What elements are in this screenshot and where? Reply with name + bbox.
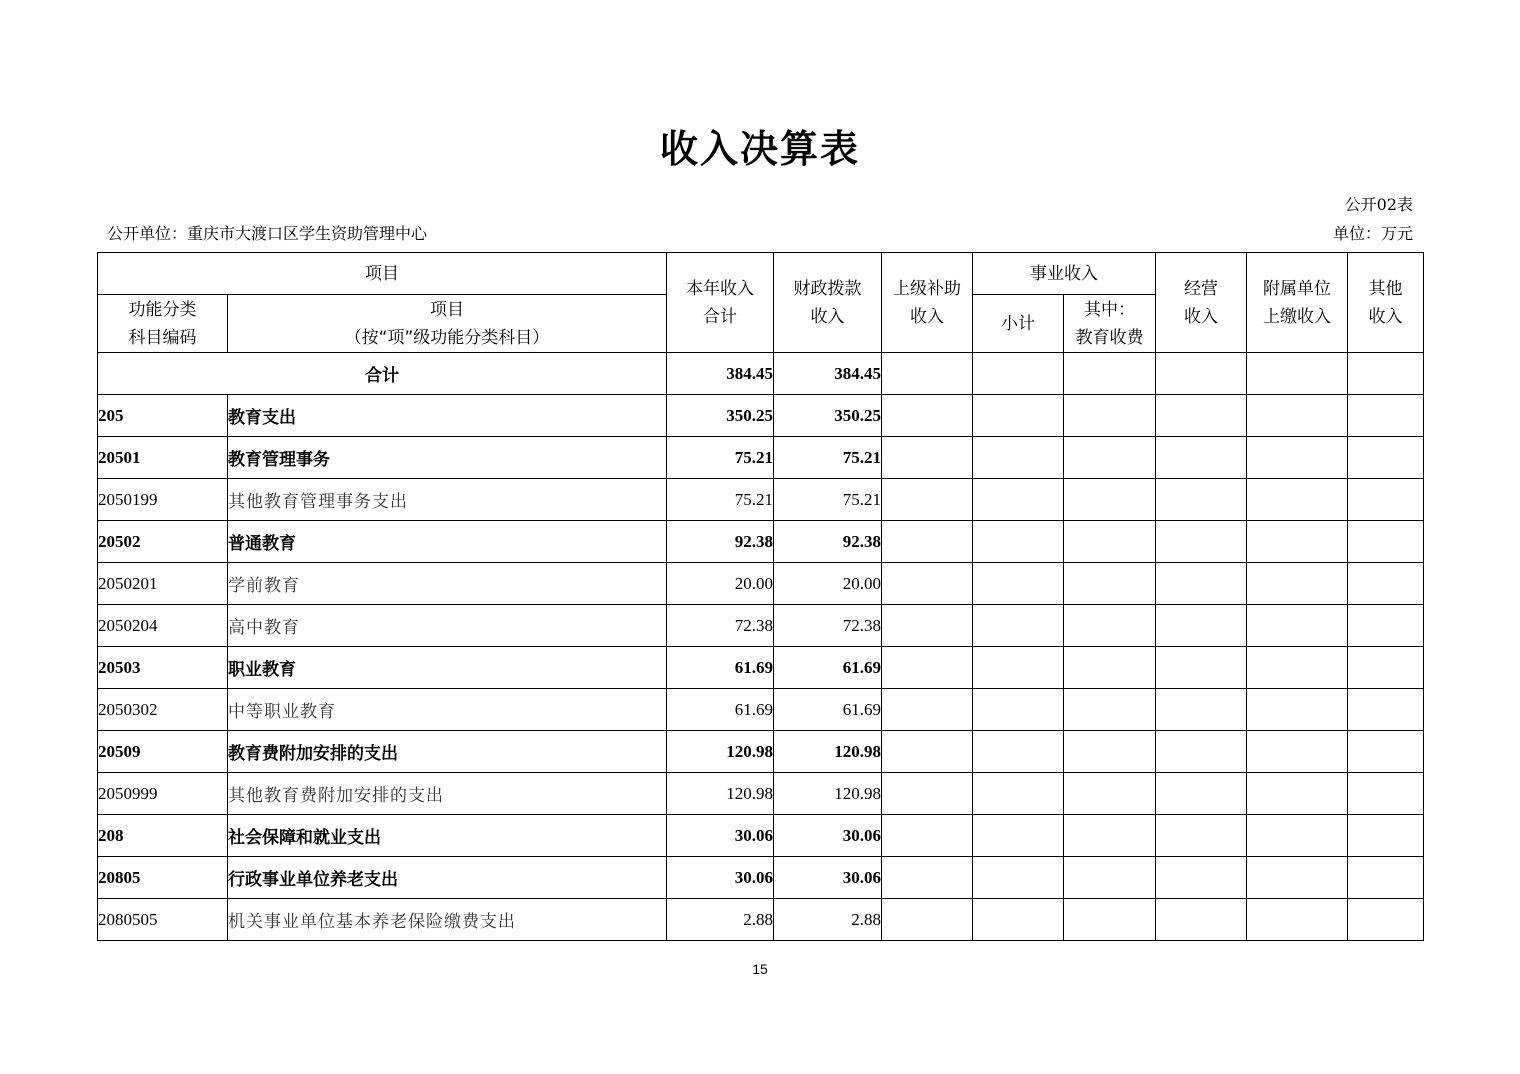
empty-cell: [1348, 647, 1424, 689]
empty-cell: [1247, 689, 1348, 731]
row-name: 其他教育管理事务支出: [228, 479, 667, 521]
total-fiscal-income: 384.45: [774, 353, 882, 395]
income-statement-table: [97, 252, 1424, 941]
empty-cell: [1156, 731, 1247, 773]
row-fiscal-income: 2.88: [774, 899, 882, 941]
empty-cell: [1348, 857, 1424, 899]
empty-cell: [973, 647, 1064, 689]
row-name: 高中教育: [228, 605, 667, 647]
row-fiscal-income: 61.69: [774, 689, 882, 731]
empty-cell: [1348, 437, 1424, 479]
empty-cell: [1247, 395, 1348, 437]
row-name: 行政事业单位养老支出: [228, 857, 667, 899]
empty-cell: [1156, 605, 1247, 647]
row-annual-income: 120.98: [667, 731, 774, 773]
row-annual-income: 61.69: [667, 647, 774, 689]
empty-cell: [1348, 395, 1424, 437]
empty-cell: [882, 899, 973, 941]
empty-cell: [1064, 773, 1156, 815]
table-body: [98, 353, 1424, 941]
row-fiscal-income: 75.21: [774, 479, 882, 521]
empty-cell: [973, 437, 1064, 479]
empty-cell: [973, 605, 1064, 647]
empty-cell: [1247, 773, 1348, 815]
row-annual-income: 30.06: [667, 857, 774, 899]
empty-cell: [1156, 479, 1247, 521]
empty-cell: [882, 689, 973, 731]
empty-cell: [1247, 563, 1348, 605]
row-code: 20509: [98, 731, 228, 773]
row-code: 2050302: [98, 689, 228, 731]
row-code: 2050201: [98, 563, 228, 605]
header-superior-subsidy: 上级补助 收入: [882, 253, 973, 353]
empty-cell: [1064, 521, 1156, 563]
empty-cell: [1064, 689, 1156, 731]
empty-cell: [973, 731, 1064, 773]
form-number: 公开02表: [1344, 195, 1413, 214]
header-subtotal: 小计: [973, 295, 1064, 353]
page-number: 15: [752, 961, 768, 977]
empty-cell: [882, 437, 973, 479]
row-name: 社会保障和就业支出: [228, 815, 667, 857]
empty-cell: [882, 857, 973, 899]
row-annual-income: 2.88: [667, 899, 774, 941]
header-fiscal-allocation: 财政拨款 收入: [774, 253, 882, 353]
row-code: 2050199: [98, 479, 228, 521]
empty-cell: [882, 605, 973, 647]
header-function-code: 功能分类 科目编码: [98, 295, 228, 353]
empty-cell: [1247, 479, 1348, 521]
row-code: 20503: [98, 647, 228, 689]
empty-cell: [1064, 353, 1156, 395]
empty-cell: [973, 563, 1064, 605]
empty-cell: [1156, 815, 1247, 857]
table-row: [98, 605, 1424, 647]
empty-cell: [1064, 647, 1156, 689]
total-label: 合计: [98, 353, 667, 395]
empty-cell: [882, 647, 973, 689]
row-fiscal-income: 72.38: [774, 605, 882, 647]
currency-unit: 单位：万元: [1332, 224, 1413, 243]
table-row: [98, 479, 1424, 521]
row-code: 2080505: [98, 899, 228, 941]
table-row: [98, 815, 1424, 857]
row-annual-income: 72.38: [667, 605, 774, 647]
table-row: [98, 857, 1424, 899]
row-name: 其他教育费附加安排的支出: [228, 773, 667, 815]
header-business-income: 事业收入: [973, 253, 1156, 295]
empty-cell: [1156, 647, 1247, 689]
table-row: [98, 689, 1424, 731]
row-annual-income: 20.00: [667, 563, 774, 605]
empty-cell: [882, 563, 973, 605]
empty-cell: [1348, 563, 1424, 605]
row-code: 2050204: [98, 605, 228, 647]
row-fiscal-income: 20.00: [774, 563, 882, 605]
row-code: 205: [98, 395, 228, 437]
empty-cell: [973, 899, 1064, 941]
empty-cell: [1348, 815, 1424, 857]
empty-cell: [882, 815, 973, 857]
empty-cell: [1247, 605, 1348, 647]
empty-cell: [1348, 773, 1424, 815]
row-fiscal-income: 30.06: [774, 815, 882, 857]
empty-cell: [1156, 689, 1247, 731]
row-name: 学前教育: [228, 563, 667, 605]
empty-cell: [1247, 731, 1348, 773]
empty-cell: [1156, 395, 1247, 437]
total-annual-income: 384.45: [667, 353, 774, 395]
empty-cell: [973, 773, 1064, 815]
empty-cell: [973, 815, 1064, 857]
empty-cell: [1247, 857, 1348, 899]
reporting-unit: 公开单位：重庆市大渡口区学生资助管理中心: [107, 224, 428, 243]
total-row: [98, 353, 1424, 395]
header-education-fee: 其中： 教育收费: [1064, 295, 1156, 353]
empty-cell: [1247, 521, 1348, 563]
empty-cell: [1348, 521, 1424, 563]
empty-cell: [1156, 773, 1247, 815]
empty-cell: [973, 395, 1064, 437]
empty-cell: [1348, 899, 1424, 941]
empty-cell: [1247, 647, 1348, 689]
table-row: [98, 899, 1424, 941]
empty-cell: [882, 479, 973, 521]
table-row: [98, 521, 1424, 563]
row-annual-income: 75.21: [667, 437, 774, 479]
empty-cell: [1156, 899, 1247, 941]
row-annual-income: 350.25: [667, 395, 774, 437]
empty-cell: [1348, 605, 1424, 647]
row-code: 2050999: [98, 773, 228, 815]
table-row: [98, 731, 1424, 773]
row-annual-income: 92.38: [667, 521, 774, 563]
empty-cell: [1064, 437, 1156, 479]
row-name: 教育支出: [228, 395, 667, 437]
row-code: 20805: [98, 857, 228, 899]
empty-cell: [1156, 353, 1247, 395]
empty-cell: [1064, 395, 1156, 437]
row-name: 教育管理事务: [228, 437, 667, 479]
row-code: 20501: [98, 437, 228, 479]
empty-cell: [1348, 689, 1424, 731]
row-name: 教育费附加安排的支出: [228, 731, 667, 773]
empty-cell: [1156, 437, 1247, 479]
row-name: 职业教育: [228, 647, 667, 689]
empty-cell: [1247, 353, 1348, 395]
empty-cell: [1064, 857, 1156, 899]
row-annual-income: 30.06: [667, 815, 774, 857]
row-annual-income: 120.98: [667, 773, 774, 815]
empty-cell: [1064, 899, 1156, 941]
empty-cell: [1064, 605, 1156, 647]
table-row: [98, 395, 1424, 437]
header-annual-total: 本年收入 合计: [667, 253, 774, 353]
empty-cell: [1348, 479, 1424, 521]
empty-cell: [1064, 479, 1156, 521]
empty-cell: [1348, 353, 1424, 395]
empty-cell: [973, 689, 1064, 731]
row-fiscal-income: 75.21: [774, 437, 882, 479]
page-title: 收入决算表: [659, 127, 860, 171]
empty-cell: [1064, 731, 1156, 773]
row-annual-income: 61.69: [667, 689, 774, 731]
row-name: 中等职业教育: [228, 689, 667, 731]
row-name: 机关事业单位基本养老保险缴费支出: [228, 899, 667, 941]
empty-cell: [882, 395, 973, 437]
empty-cell: [882, 731, 973, 773]
empty-cell: [973, 521, 1064, 563]
header-project-group: 项目: [98, 253, 667, 295]
table-row: [98, 647, 1424, 689]
header-project-name: 项目 （按“项”级功能分类科目）: [228, 295, 667, 353]
empty-cell: [1156, 857, 1247, 899]
table-header: [98, 253, 1424, 353]
table-row: [98, 563, 1424, 605]
row-fiscal-income: 350.25: [774, 395, 882, 437]
row-fiscal-income: 61.69: [774, 647, 882, 689]
row-code: 20502: [98, 521, 228, 563]
empty-cell: [973, 479, 1064, 521]
empty-cell: [1247, 899, 1348, 941]
row-annual-income: 75.21: [667, 479, 774, 521]
empty-cell: [1348, 731, 1424, 773]
row-fiscal-income: 92.38: [774, 521, 882, 563]
empty-cell: [973, 353, 1064, 395]
empty-cell: [973, 857, 1064, 899]
row-name: 普通教育: [228, 521, 667, 563]
header-affiliated-income: 附属单位 上缴收入: [1247, 253, 1348, 353]
empty-cell: [1064, 815, 1156, 857]
row-code: 208: [98, 815, 228, 857]
empty-cell: [882, 521, 973, 563]
empty-cell: [1064, 563, 1156, 605]
empty-cell: [1247, 815, 1348, 857]
row-fiscal-income: 120.98: [774, 731, 882, 773]
row-fiscal-income: 30.06: [774, 857, 882, 899]
row-fiscal-income: 120.98: [774, 773, 882, 815]
table-row: [98, 773, 1424, 815]
empty-cell: [882, 353, 973, 395]
header-other-income: 其他 收入: [1348, 253, 1424, 353]
empty-cell: [882, 773, 973, 815]
table-row: [98, 437, 1424, 479]
empty-cell: [1156, 563, 1247, 605]
empty-cell: [1247, 437, 1348, 479]
header-operating-income: 经营 收入: [1156, 253, 1247, 353]
empty-cell: [1156, 521, 1247, 563]
